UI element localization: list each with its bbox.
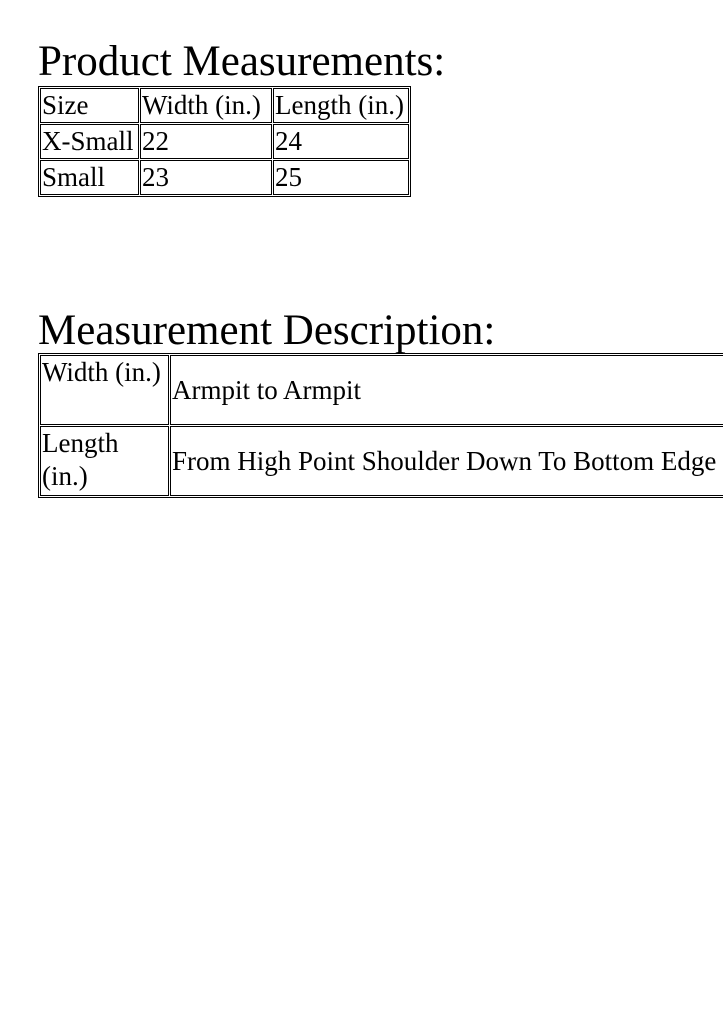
size-cell: X-Small (40, 124, 139, 159)
description-table (38, 353, 723, 498)
width-cell: 23 (140, 160, 272, 195)
description-table-container (38, 353, 723, 503)
measurement-description-heading: Measurement Description: (38, 307, 496, 354)
column-header-size: Size (40, 88, 139, 123)
table-row (40, 426, 723, 496)
length-cell: 25 (273, 160, 409, 195)
measurement-description-cell: Armpit to Armpit (170, 355, 723, 425)
column-header-length: Length (in.) (273, 88, 409, 123)
column-header-width: Width (in.) (140, 88, 272, 123)
table-row (40, 355, 723, 425)
table-header-row (40, 88, 409, 123)
measurement-name-cell: Width (in.) (40, 355, 169, 425)
product-measurements-heading: Product Measurements: (38, 38, 446, 85)
measurements-table (38, 86, 411, 197)
width-cell: 22 (140, 124, 272, 159)
table-row (40, 124, 409, 159)
measurement-name-cell: Length (in.) (40, 426, 169, 496)
size-cell: Small (40, 160, 139, 195)
length-cell: 24 (273, 124, 409, 159)
table-row (40, 160, 409, 195)
measurement-description-cell: From High Point Shoulder Down To Bottom Edge (170, 426, 723, 496)
